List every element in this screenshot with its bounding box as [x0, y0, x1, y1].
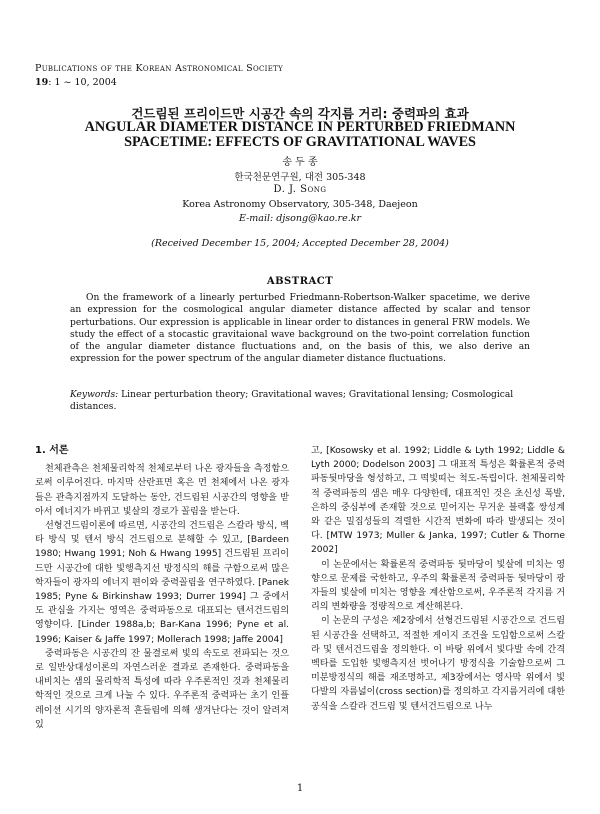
journal-name: Publications of the Korean Astronomical Society [35, 63, 284, 74]
korean-title: 건드림된 프리이드만 시공간 속의 각지름 거리: 중력파의 효과 [131, 106, 469, 121]
paragraph: 이 논문의 구성은 제2장에서 선형건드림된 시공간으로 건드림된 시공간을 선택하고, 적절한 게이지 조건을 도입함으로써 스칼라 및 텐서건드림을 정의한다. 이 바탕 위에서 빛다발 속에 간격벡타를 도입한 빛행측지선 벗어나기 방정식을 기술함으로써 그 미분방정식의 해를 재조명하고, 제3장에서는 영사막 위에서 빛다발의 자름넓이(cross section)를 정의하고 각지름거리에 대한 공식을 스칼라 건드림 및 텐서건드림으로 나누 [311, 616, 565, 712]
received-dates: (Received December 15, 2004; Accepted December 28, 2004) [151, 238, 449, 249]
abstract-text: On the framework of a linearly perturbed Friedmann-Robertson-Walker spacetime, we derive an expression for the cosmological angular diameter distance affected by scalar and tensor perturbations. Our expression is applicable in linear order to distances in general FRW models. We study the effect of a stocastic gravitaional wave background on the two-point correlation function of the angular diameter distance fluctuations and, on the basis of this, we also derive an expression for the power spectrum of the angular diameter distance fluctuations. [70, 293, 530, 365]
paragraph: 선형건드림이론에 따르면, 시공간의 건드림은 스칼라 방식, 벡타 방식 및 텐서 방식 건드림으로 분해할 수 있고, [Bardeen 1980; Hwang 1991; Noh & Hwang 1995] 건드림된 프리이드만 시공간에 대한 빛행측지선 방정식의 해를 구함으로써 많은 학자들이 광자의 에너지 편이와 중력꼴림을 연구하였다. [Panek 1985; Pyne & Birkinshaw 1993; Durrer 1994] 그 중에서도 관심을 가지는 영역은 중력파동으로 대표되는 텐서건드림의 영향이다. [Linder 1988a,b; Bar-Kana 1996; Pyne et al. 1996; Kaiser & Jaffe 1997; Mollerach 1998; Jaffe 2004] [35, 521, 289, 645]
author-email: E-mail: djsong@kao.re.kr [238, 213, 362, 224]
paragraph: 중력파동은 시공간의 잔 물결로써 빛의 속도로 전파되는 것으로 일반상대성이론의 자연스러운 결과로 존재한다. 중력파동을 내비치는 샘의 물리학적 특성에 따라 우주론적인 것과 천체물리학적인 것으로 크게 나눌 수 있다. 우주론적 중력파는 초기 인플레이션 시기의 양자론적 흔들림에 의해 생겨난다는 것이 알려져 있 [35, 648, 289, 730]
english-title: ANGULAR DIAMETER DISTANCE IN PERTURBED FRIEDMANN SPACETIME: EFFECTS OF GRAVITATIONAL WAVES [84, 119, 516, 150]
left-column [35, 444, 289, 732]
paragraph: 고, [Kosowsky et al. 1992; Liddle & Lyth 1992; Liddle & Lyth 2000; Dodelson 2003] 그 대표적 특성은 확률론적 중력파동뒷마당을 형성하고, 그 떡빛띠는 척도-독립이다. 천체물리학적 중력파동의 샘은 매우 다양한데, 대표적인 것은 초신성 폭발, 은하의 중심부에 존재할 것으로 믿어지는 무거운 블랙홀 쌍성계와 같은 밀집성들의 격렬한 시간적 변화에 따라 발생되는 것이다. [MTW 1973; Muller & Janka, 1997; Cutler & Thorne 2002] [311, 446, 565, 556]
author-korean-affiliation: 한국천문연구원, 대전 305-348 [234, 172, 366, 183]
keywords-label: Keywords: [70, 390, 119, 400]
volume-number: 19 [35, 77, 49, 88]
paragraph: 천체관측은 천체물리학적 천체로부터 나온 광자들을 측정함으로써 이루어진다. 마지막 산란표면 혹은 먼 천체에서 나온 광자들은 관측지점까지 도달하는 동안, 건드림된 시공간의 영향을 받아서 에너지가 바뀌고 빛살의 경로가 꼴림을 받는다. [35, 464, 289, 517]
page-range: : 1 ~ 10, 2004 [48, 77, 117, 88]
abstract-heading: ABSTRACT [266, 276, 334, 287]
keywords [70, 389, 530, 414]
author-english-affiliation: Korea Astronomy Observatory, 305-348, Daejeon [182, 199, 418, 210]
right-column [311, 444, 565, 714]
volume-line [35, 77, 117, 88]
page-number: 1 [296, 783, 304, 794]
author-korean-name: 송 두 종 [282, 157, 318, 168]
paragraph: 이 논문에서는 확률론적 중력파동 뒷마당이 빛살에 미치는 영향으로 문제를 국한하고, 우주의 확률론적 중력파동 뒷마당이 광자들의 빛살에 미치는 영향을 계산함으로써, 우주론적 각지름 거리의 변화량을 정량적으로 계산해본다. [311, 559, 565, 613]
keywords-text: Linear perturbation theory; Gravitational waves; Gravitational lensing; Cosmological distances. [70, 390, 514, 413]
author-english-name: D. J. Song [273, 184, 327, 195]
section-heading: 1. 서론 [35, 445, 69, 456]
